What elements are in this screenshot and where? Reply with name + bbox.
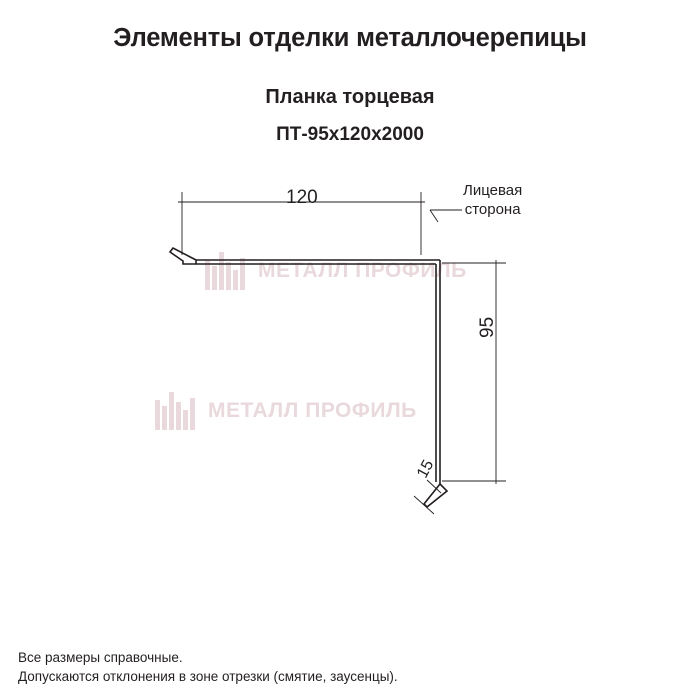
technical-drawing xyxy=(0,160,700,560)
drawing-svg xyxy=(0,160,700,560)
dimension-label-lip: 15 xyxy=(414,457,438,481)
page-title: Элементы отделки металлочерепицы xyxy=(113,24,587,52)
footer-note-line1: Все размеры справочные. xyxy=(18,650,183,665)
footer-note-line2: Допускаются отклонения в зоне отрезки (смятие, заусенцы). xyxy=(18,669,398,684)
annotation-face-side-line1: Лицевая xyxy=(463,182,523,199)
leader-line-face-side xyxy=(430,210,462,222)
dimension-95 xyxy=(442,260,506,484)
watermark-text: МЕТАЛЛ ПРОФИЛЬ xyxy=(208,399,417,422)
product-code: ПТ-95x120x2000 xyxy=(276,124,424,145)
dimension-15 xyxy=(414,480,441,514)
dimension-label-height: 95 xyxy=(477,316,498,338)
footer-note xyxy=(18,648,398,686)
annotation-face-side xyxy=(463,181,522,219)
watermark-text: МЕТАЛЛ ПРОФИЛЬ xyxy=(258,259,467,282)
annotation-face-side-line2: сторона xyxy=(464,201,521,218)
profile-outline xyxy=(170,248,447,507)
product-name: Планка торцевая xyxy=(265,86,435,108)
dimension-label-width: 120 xyxy=(286,187,318,208)
